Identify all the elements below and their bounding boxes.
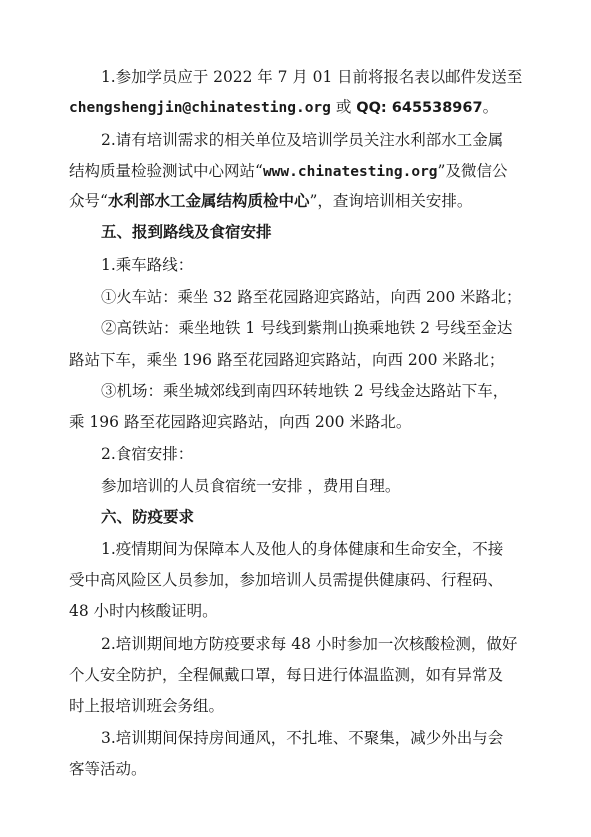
route-airport-line-1: ③机场：乘坐城郊线到南四环转地铁 2 号线金达路站下车， — [101, 382, 509, 400]
or-text: 或 — [330, 98, 357, 116]
notice-line-3-pre: 众号“ — [69, 192, 108, 210]
section-5-heading: 五、报到路线及食宿安排 — [101, 222, 272, 241]
qq-label: QQ: — [356, 100, 387, 116]
route-title: 1.乘车路线： — [101, 256, 194, 274]
registration-contact-line — [69, 97, 498, 118]
period: 。 — [482, 98, 499, 116]
website-url[interactable]: www.chinatesting.org — [262, 164, 438, 180]
notice-line-2 — [69, 161, 507, 182]
route-train-station: ①火车站：乘坐 32 路至花园路迎宾路站，向西 200 米路北； — [101, 288, 522, 306]
epidemic-item-2-line-1: 2.培训期间地方防疫要求每 48 小时参加一次核酸检测，做好 — [101, 635, 518, 653]
epidemic-item-3-line-2: 客等活动。 — [69, 760, 147, 778]
route-airport-line-2: 乘 196 路至花园路迎宾路站，向西 200 米路北。 — [69, 413, 412, 431]
epidemic-item-2-line-3: 时上报培训班会务组。 — [69, 697, 225, 715]
lodging-title: 2.食宿安排： — [101, 445, 194, 463]
route-high-speed-rail-line-2: 路站下车，乘坐 196 路至花园路迎宾路站，向西 200 米路北； — [69, 351, 505, 369]
epidemic-item-1-line-2: 受中高风险区人员参加，参加培训人员需提供健康码、行程码、 — [69, 571, 504, 589]
qq-number: 645538967 — [386, 100, 483, 116]
epidemic-item-1-line-3: 48 小时内核酸证明。 — [69, 602, 218, 620]
notice-line-3 — [69, 191, 472, 211]
epidemic-item-1-line-1: 1.疫情期间为保障本人及他人的身体健康和生命安全，不接 — [101, 540, 504, 558]
notice-line-2-post: ”及微信公 — [437, 162, 508, 180]
epidemic-item-3-line-1: 3.培训期间保持房间通风，不扎堆、不聚集，减少外出与会 — [101, 729, 504, 747]
wechat-account-name: 水利部水工金属结构质检中心 — [107, 191, 310, 210]
notice-line-3-post: ”，查询培训相关安排。 — [309, 192, 473, 210]
lodging-text: 参加培训的人员食宿统一安排 ，费用自理。 — [101, 477, 401, 495]
contact-email[interactable]: chengshengjin@chinatesting.org — [69, 100, 331, 116]
section-6-heading: 六、防疫要求 — [101, 507, 195, 526]
route-high-speed-rail-line-1: ②高铁站：乘坐地铁 1 号线到紫荆山换乘地铁 2 号线至金达 — [101, 319, 513, 337]
epidemic-item-2-line-2: 个人安全防护，全程佩戴口罩，每日进行体温监测，如有异常及 — [69, 666, 504, 684]
registration-line-1: 1.参加学员应于 2022 年 7 月 01 日前将报名表以邮件发送至 — [101, 68, 523, 86]
notice-line-1: 2.请有培训需求的相关单位及培训学员关注水利部水工金属 — [101, 131, 504, 149]
notice-line-2-pre: 结构质量检验测试中心网站“ — [69, 162, 263, 180]
